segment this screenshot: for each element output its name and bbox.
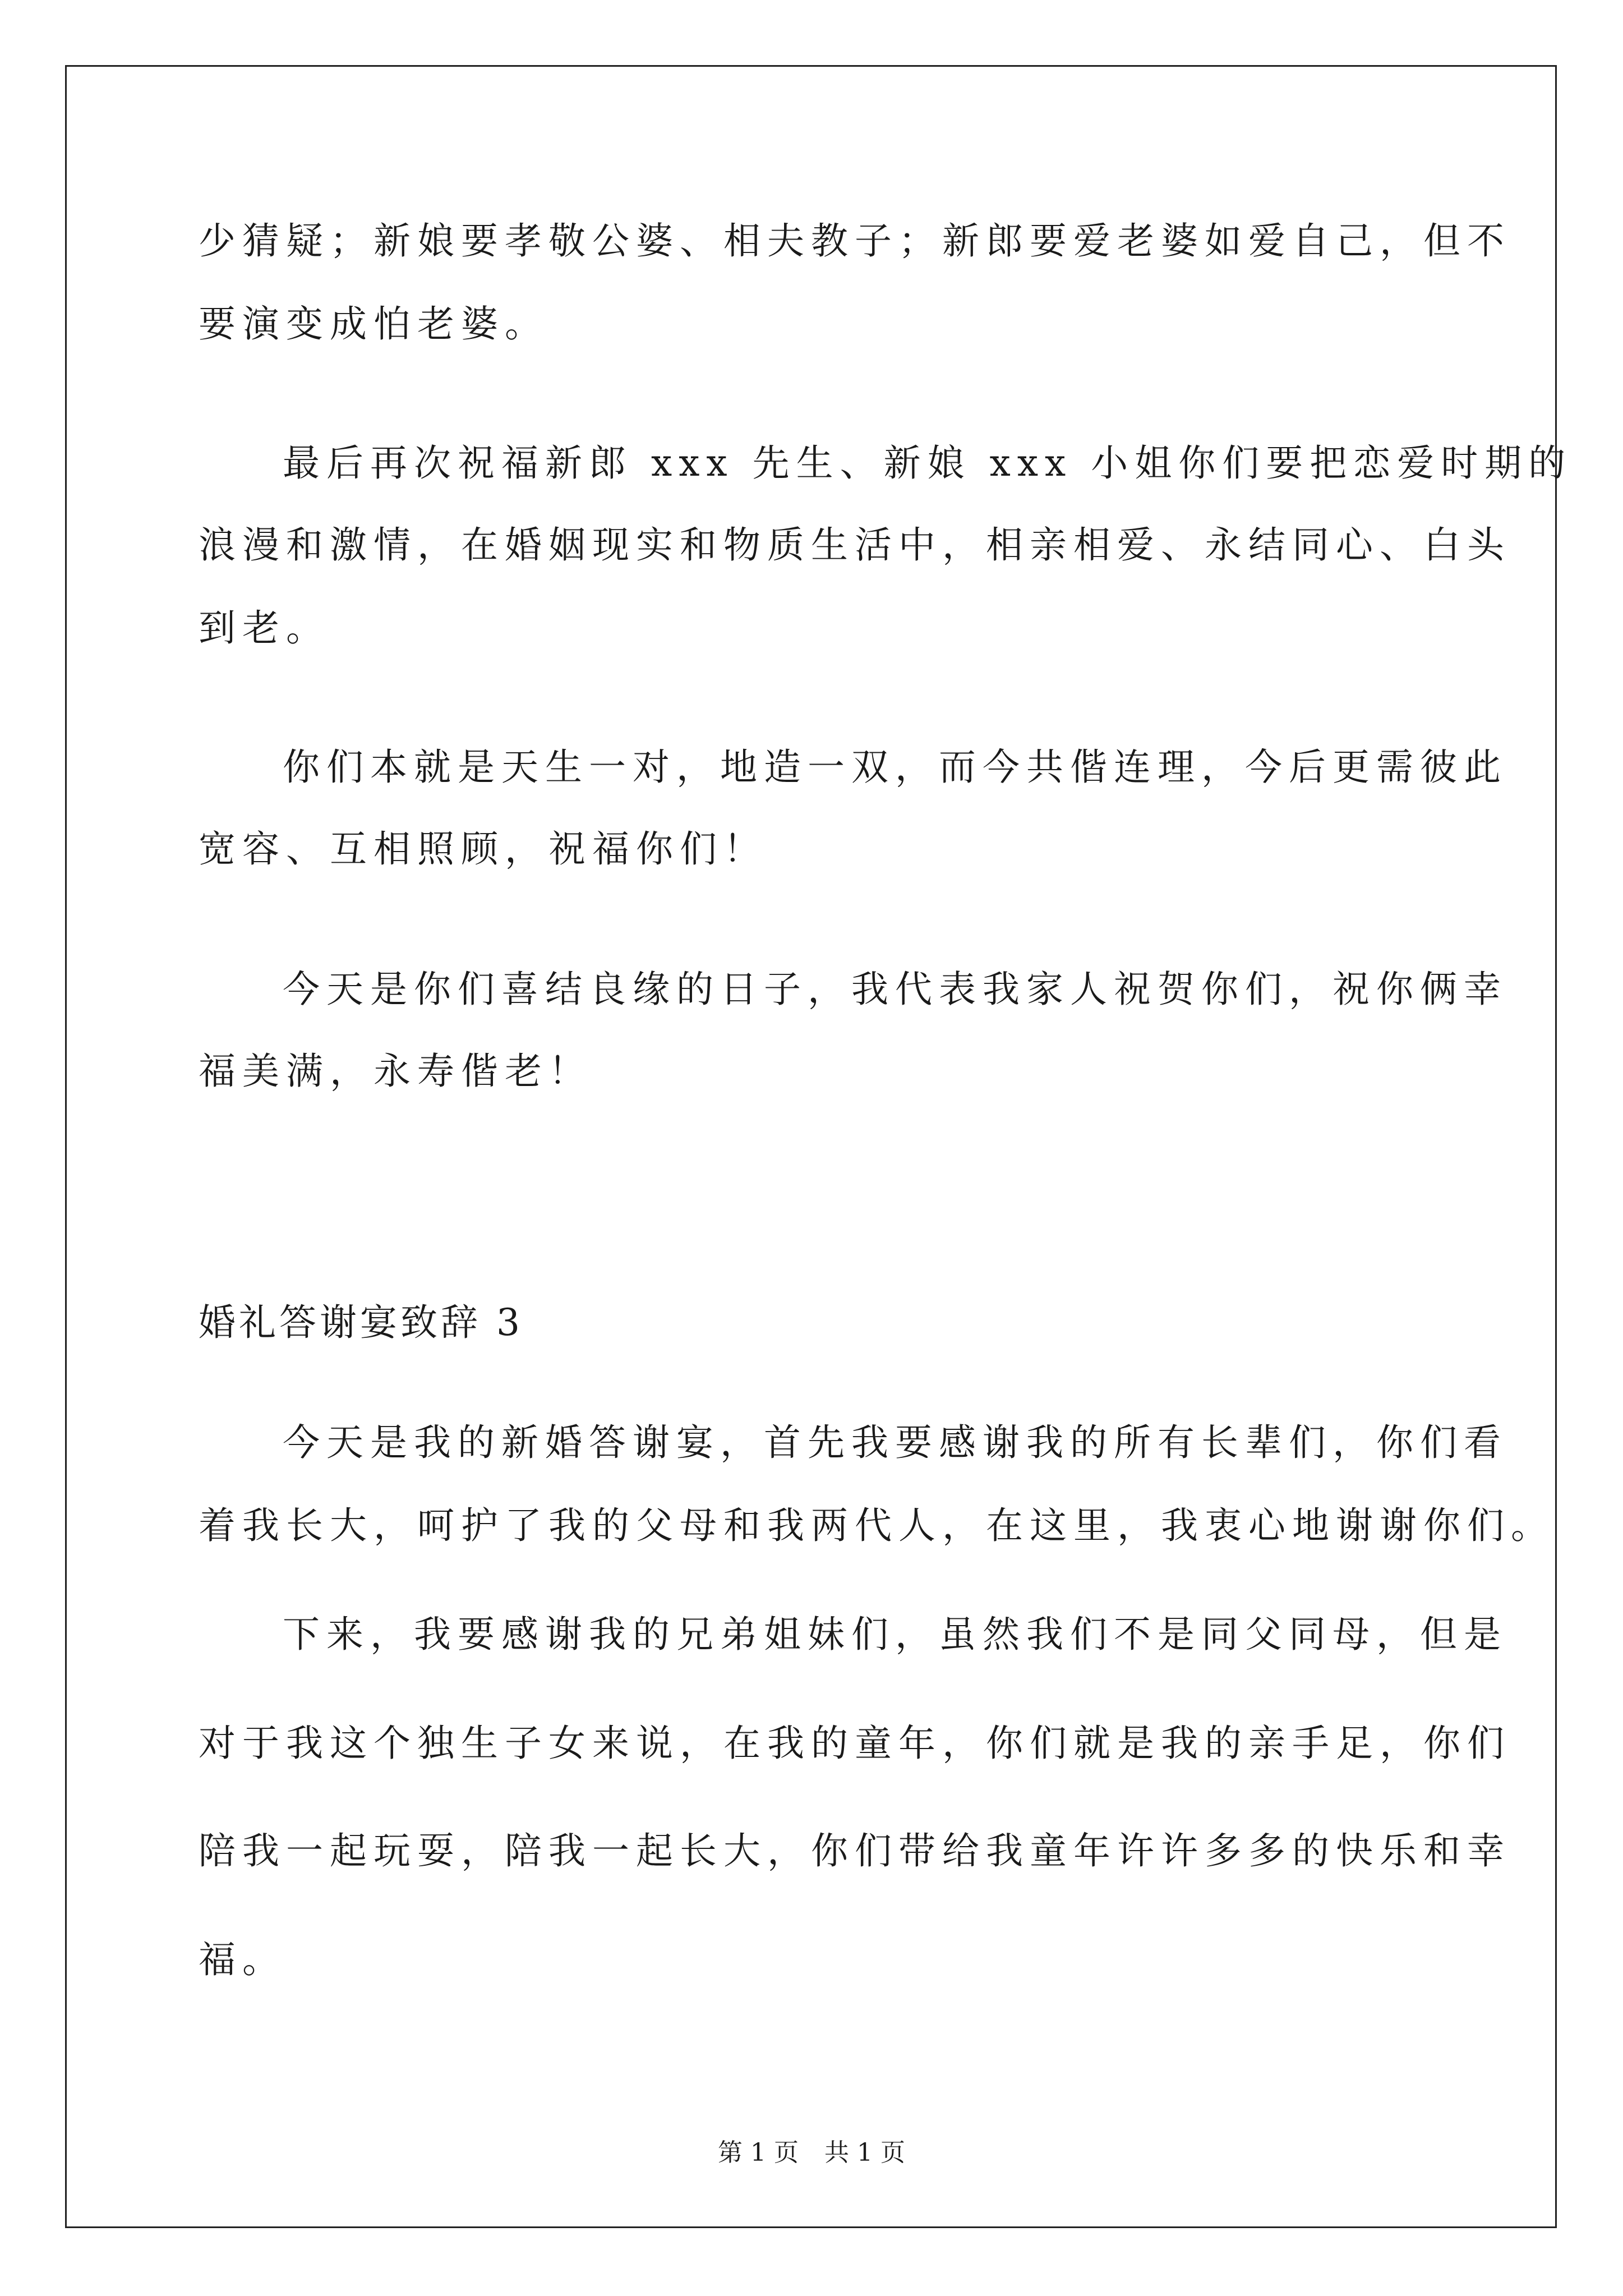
paragraph-line: 要演变成怕老婆。	[199, 302, 548, 346]
paragraph-line: 今天是你们喜结良缘的日子，我代表我家人祝贺你们，祝你俩幸	[283, 968, 1507, 1011]
paragraph-line: 最后再次祝福新郎 xxx 先生、新娘 xxx 小姐你们要把恋爱时期的	[283, 441, 1573, 485]
paragraph-line: 少猜疑；新娘要孝敬公婆、相夫教子；新郎要爱老婆如爱自己，但不	[199, 219, 1511, 263]
page-number: 第 1 页	[718, 2138, 799, 2167]
paragraph-line: 今天是我的新婚答谢宴，首先我要感谢我的所有长辈们，你们看	[283, 1421, 1507, 1464]
paragraph-line: 下来，我要感谢我的兄弟姐妹们，虽然我们不是同父同母，但是	[283, 1613, 1507, 1656]
paragraph-line: 对于我这个独生子女来说，在我的童年，你们就是我的亲手足，你们	[199, 1722, 1511, 1765]
page-border	[65, 65, 1557, 2228]
paragraph-line: 着我长大，呵护了我的父母和我两代人，在这里，我衷心地谢谢你们。	[199, 1504, 1555, 1547]
paragraph-line: 福美满，永寿偕老！	[199, 1050, 592, 1093]
paragraph-line: 浪漫和激情，在婚姻现实和物质生活中，相亲相爱、永结同心、白头	[199, 523, 1511, 567]
paragraph-line: 到老。	[199, 606, 330, 650]
paragraph-line: 你们本就是天生一对，地造一双，而今共偕连理，今后更需彼此	[283, 746, 1507, 789]
paragraph-line: 福。	[199, 1938, 286, 1981]
page-footer	[0, 2136, 1623, 2170]
section-heading: 婚礼答谢宴致辞 3	[199, 1301, 523, 1344]
paragraph-line: 陪我一起玩耍，陪我一起长大，你们带给我童年许许多多的快乐和幸	[199, 1829, 1511, 1872]
page-count: 共 1 页	[824, 2138, 905, 2167]
paragraph-line: 宽容、互相照顾，祝福你们！	[199, 827, 767, 871]
